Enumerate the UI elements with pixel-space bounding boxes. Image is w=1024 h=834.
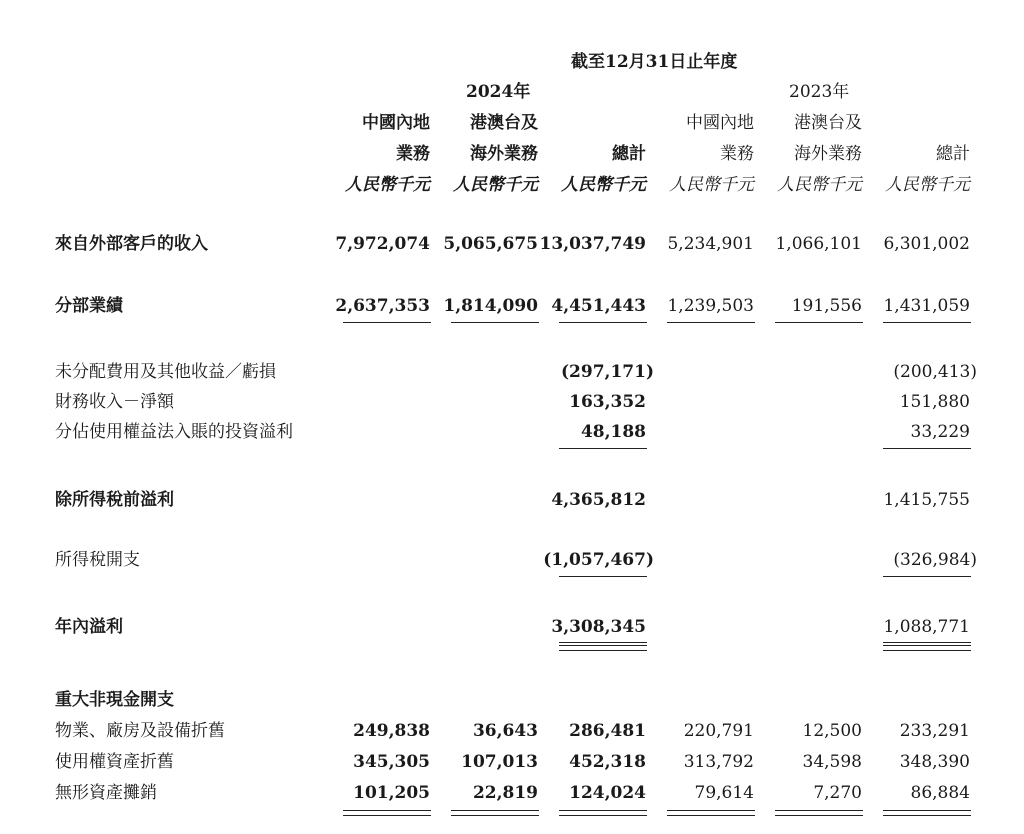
cell-pretax-total-2023: 1,415,755 <box>883 490 970 510</box>
col-os-2024-unit: 人民幣千元 <box>453 175 538 195</box>
double-underline-amort-3 <box>559 810 647 816</box>
section-title-noncash: 重大非現金開支 <box>55 690 174 710</box>
col-total-2024-line2: 總計 <box>612 144 646 164</box>
cell-deprppe-os-2024: 36,643 <box>472 721 538 741</box>
cell-revenue-total-2024: 13,037,749 <box>539 234 646 254</box>
row-label-equity: 分佔使用權益法入賬的投資溢利 <box>55 422 293 442</box>
underline-equity-2024 <box>559 448 647 449</box>
cell-deprppe-total-2024: 286,481 <box>569 721 646 741</box>
row-label-pretax: 除所得稅前溢利 <box>55 490 174 510</box>
row-label-revenue: 來自外部客戶的收入 <box>55 234 208 254</box>
col-cn-2024-line1: 中國內地 <box>362 113 430 133</box>
cell-tax-total-2023: (326,984) <box>893 550 977 570</box>
cell-pretax-total-2024: 4,365,812 <box>551 490 646 510</box>
double-underline-amort-1 <box>343 810 431 816</box>
underline-profit-2023-top <box>883 642 971 643</box>
row-label-depr-ppe: 物業、廠房及設備折舊 <box>55 721 225 741</box>
col-total-2023-line2: 總計 <box>936 144 970 164</box>
row-label-depr-rou: 使用權資產折舊 <box>55 752 174 772</box>
underline-segment-4 <box>667 322 755 323</box>
cell-amort-total-2024: 124,024 <box>569 783 646 803</box>
cell-revenue-total-2023: 6,301,002 <box>883 234 970 254</box>
double-underline-amort-4 <box>667 810 755 816</box>
double-underline-profit-2024 <box>559 645 647 651</box>
underline-profit-2024-top <box>559 642 647 643</box>
cell-amort-os-2024: 22,819 <box>472 783 538 803</box>
cell-deprrou-os-2023: 34,598 <box>802 752 862 772</box>
cell-segment-cn-2024: 2,637,353 <box>335 296 430 316</box>
cell-deprppe-cn-2024: 249,838 <box>353 721 430 741</box>
underline-tax-2023 <box>883 576 971 577</box>
cell-amort-cn-2023: 79,614 <box>694 783 754 803</box>
cell-amort-total-2023: 86,884 <box>910 783 970 803</box>
cell-deprrou-total-2023: 348,390 <box>899 752 970 772</box>
cell-segment-total-2023: 1,431,059 <box>883 296 970 316</box>
cell-segment-total-2024: 4,451,443 <box>551 296 646 316</box>
col-cn-2023-line2: 業務 <box>720 144 754 164</box>
year-2023-heading: 2023年 <box>789 82 850 102</box>
row-label-finance: 財務收入－淨額 <box>55 392 174 412</box>
underline-tax-2024 <box>559 576 647 577</box>
cell-revenue-cn-2024: 7,972,074 <box>335 234 430 254</box>
underline-equity-2023 <box>883 448 971 449</box>
underline-segment-3 <box>559 322 647 323</box>
col-cn-2024-line2: 業務 <box>396 144 430 164</box>
row-label-segment: 分部業績 <box>55 296 123 316</box>
row-label-tax: 所得稅開支 <box>55 550 140 570</box>
cell-segment-cn-2023: 1,239,503 <box>667 296 754 316</box>
row-label-unallocated: 未分配費用及其他收益／虧損 <box>55 362 276 382</box>
cell-unallocated-total-2024: (297,171) <box>561 362 654 382</box>
col-os-2023-unit: 人民幣千元 <box>777 175 862 195</box>
cell-unallocated-total-2023: (200,413) <box>893 362 977 382</box>
row-label-profit: 年內溢利 <box>55 617 123 637</box>
year-2024-heading: 2024年 <box>466 82 531 102</box>
col-cn-2023-unit: 人民幣千元 <box>669 175 754 195</box>
col-total-2024-unit: 人民幣千元 <box>561 175 646 195</box>
underline-segment-2 <box>451 322 539 323</box>
cell-deprrou-cn-2024: 345,305 <box>353 752 430 772</box>
cell-revenue-os-2023: 1,066,101 <box>775 234 862 254</box>
cell-segment-os-2023: 191,556 <box>791 296 862 316</box>
underline-segment-5 <box>775 322 863 323</box>
cell-revenue-os-2024: 5,065,675 <box>443 234 538 254</box>
double-underline-profit-2023 <box>883 645 971 651</box>
cell-segment-os-2024: 1,814,090 <box>443 296 538 316</box>
cell-deprppe-os-2023: 12,500 <box>802 721 862 741</box>
cell-profit-total-2024: 3,308,345 <box>551 617 646 637</box>
cell-equity-total-2024: 48,188 <box>580 422 646 442</box>
cell-finance-total-2023: 151,880 <box>899 392 970 412</box>
double-underline-amort-2 <box>451 810 539 816</box>
cell-deprrou-total-2024: 452,318 <box>569 752 646 772</box>
col-cn-2023-line1: 中國內地 <box>686 113 754 133</box>
cell-deprrou-os-2024: 107,013 <box>461 752 538 772</box>
col-total-2023-unit: 人民幣千元 <box>885 175 970 195</box>
double-underline-amort-5 <box>775 810 863 816</box>
cell-amort-cn-2024: 101,205 <box>353 783 430 803</box>
underline-segment-6 <box>883 322 971 323</box>
row-label-amort: 無形資產攤銷 <box>55 783 157 803</box>
cell-deprppe-total-2023: 233,291 <box>899 721 970 741</box>
cell-amort-os-2023: 7,270 <box>813 783 862 803</box>
cell-deprrou-cn-2023: 313,792 <box>683 752 754 772</box>
cell-equity-total-2023: 33,229 <box>910 422 970 442</box>
underline-segment-1 <box>343 322 431 323</box>
col-os-2023-line2: 海外業務 <box>794 144 862 164</box>
col-os-2023-line1: 港澳台及 <box>794 113 862 133</box>
period-heading: 截至12月31日止年度 <box>571 52 738 72</box>
cell-deprppe-cn-2023: 220,791 <box>683 721 754 741</box>
col-os-2024-line1: 港澳台及 <box>470 113 538 133</box>
cell-tax-total-2024: (1,057,467) <box>543 550 654 570</box>
col-cn-2024-unit: 人民幣千元 <box>345 175 430 195</box>
col-os-2024-line2: 海外業務 <box>470 144 538 164</box>
cell-revenue-cn-2023: 5,234,901 <box>667 234 754 254</box>
double-underline-amort-6 <box>883 810 971 816</box>
cell-profit-total-2023: 1,088,771 <box>883 617 970 637</box>
cell-finance-total-2024: 163,352 <box>569 392 646 412</box>
